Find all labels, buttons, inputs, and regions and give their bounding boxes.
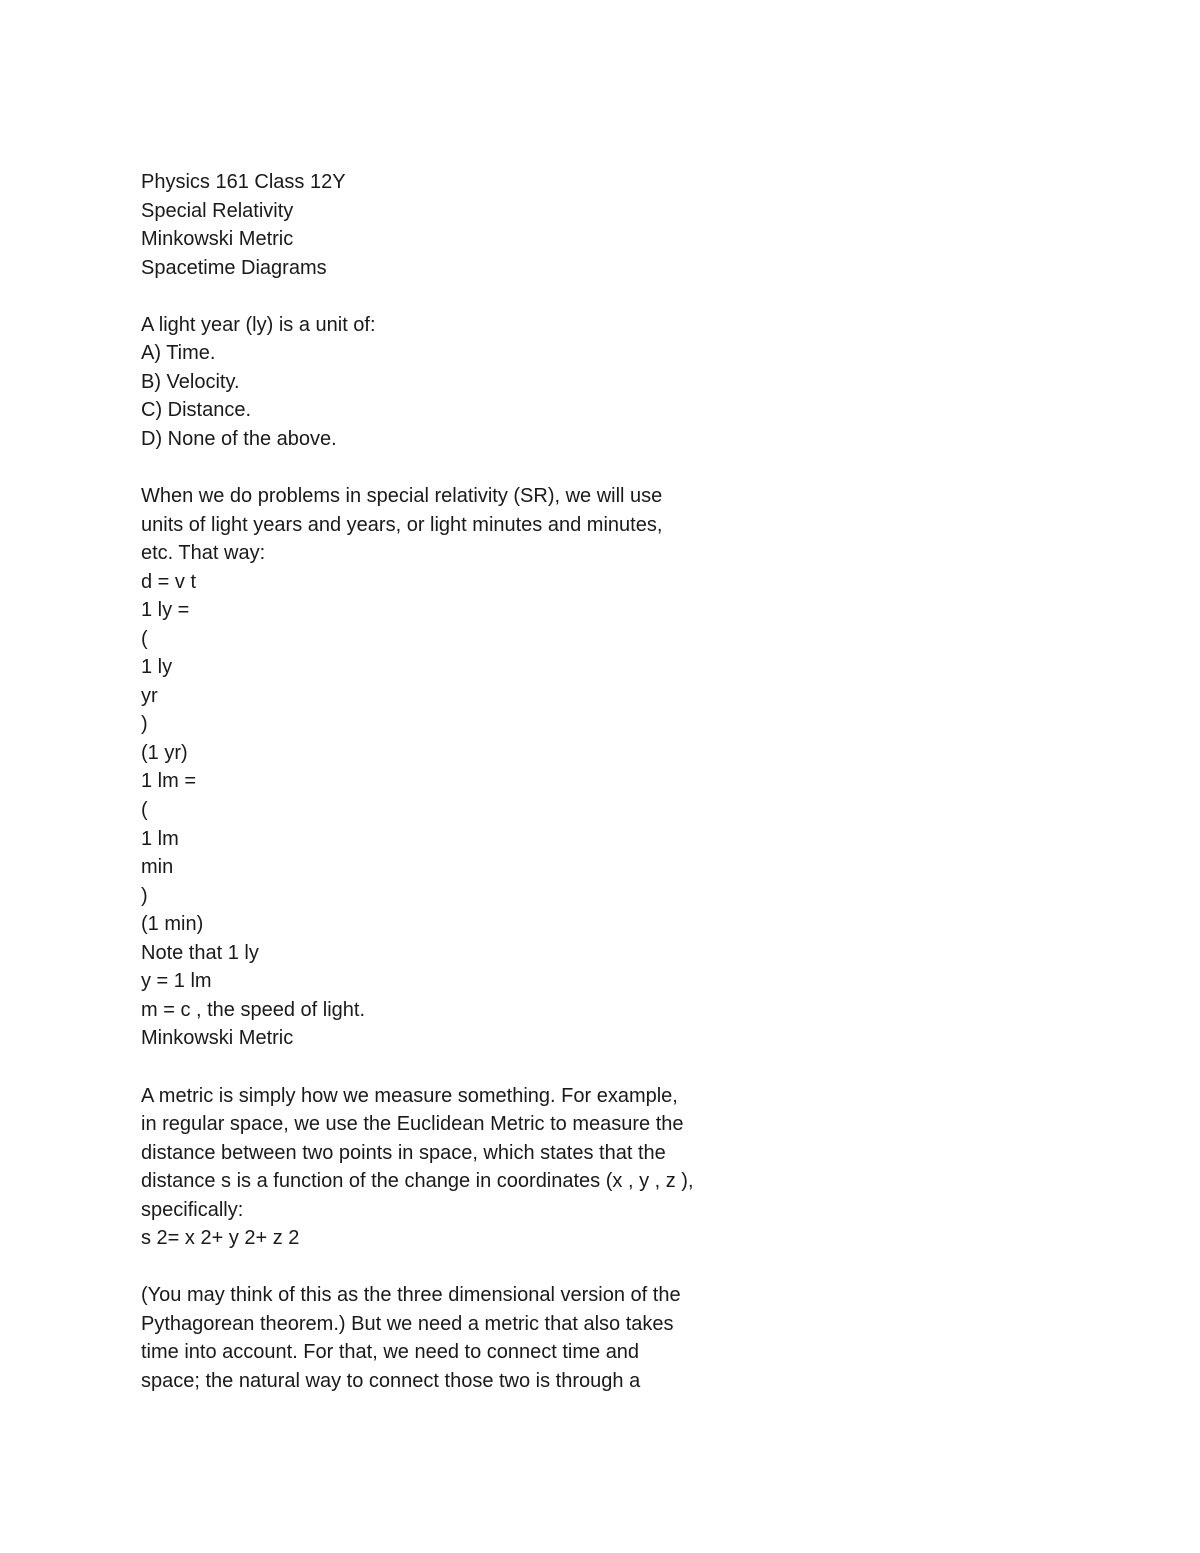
question-block [141, 311, 861, 454]
equation-line: 1 lm [141, 827, 179, 850]
equation-line: d = v t [141, 570, 197, 593]
paragraph-line: m = c , the speed of light. [141, 998, 366, 1021]
closing-section [141, 1281, 861, 1395]
equation-line: ) [141, 884, 148, 907]
section-heading: Minkowski Metric [141, 1027, 294, 1050]
paragraph-line: in regular space, we use the Euclidean Metric to measure the [141, 1113, 684, 1136]
paragraph-line: Pythagorean theorem.) But we need a metric that also takes [141, 1312, 674, 1335]
equation-line: s 2= x 2+ y 2+ z 2 [141, 1227, 300, 1250]
topic-line: Special Relativity [141, 199, 294, 222]
paragraph-line: (You may think of this as the three dimensional version of the [141, 1284, 681, 1307]
paragraph-line: distance between two points in space, which states that the [141, 1141, 666, 1164]
answer-option: C) Distance. [141, 399, 252, 422]
spacer [141, 1253, 861, 1282]
paragraph-line: units of light years and years, or light minutes and minutes, [141, 513, 663, 536]
spacer [141, 282, 861, 311]
document-body [141, 168, 861, 1396]
paragraph-line: specifically: [141, 1198, 244, 1221]
metric-section [141, 1082, 861, 1253]
paragraph-line: A metric is simply how we measure something. For example, [141, 1084, 678, 1107]
equation-line: 1 lm = [141, 770, 197, 793]
paragraph-line: time into account. For that, we need to connect time and [141, 1341, 640, 1364]
header-block [141, 168, 861, 282]
paragraph-line: When we do problems in special relativity (SR), we will use [141, 485, 663, 508]
paragraph-line: etc. That way: [141, 542, 266, 565]
equation-line: yr [141, 684, 158, 707]
paragraph-line: y = 1 lm [141, 970, 212, 993]
equation-line: 1 ly = [141, 599, 190, 622]
equation-line: min [141, 856, 174, 879]
spacer [141, 1053, 861, 1082]
equation-line: (1 yr) [141, 741, 188, 764]
topic-line: Spacetime Diagrams [141, 256, 327, 279]
answer-option: B) Velocity. [141, 370, 240, 393]
paragraph-line: space; the natural way to connect those two is through a [141, 1369, 641, 1392]
paragraph-line: Note that 1 ly [141, 941, 259, 964]
equation-line: 1 ly [141, 656, 173, 679]
paragraph-line: distance s is a function of the change in coordinates (x , y , z ), [141, 1170, 694, 1193]
document-title: Physics 161 Class 12Y [141, 171, 346, 193]
equation-line: ( [141, 799, 148, 822]
spacer [141, 453, 861, 482]
topic-line: Minkowski Metric [141, 228, 294, 251]
equation-line: ( [141, 627, 148, 650]
question-prompt: A light year (ly) is a unit of: [141, 313, 376, 336]
answer-option: D) None of the above. [141, 427, 337, 450]
units-section [141, 482, 861, 1053]
equation-line: (1 min) [141, 913, 204, 936]
answer-option: A) Time. [141, 342, 216, 365]
equation-line: ) [141, 713, 148, 736]
